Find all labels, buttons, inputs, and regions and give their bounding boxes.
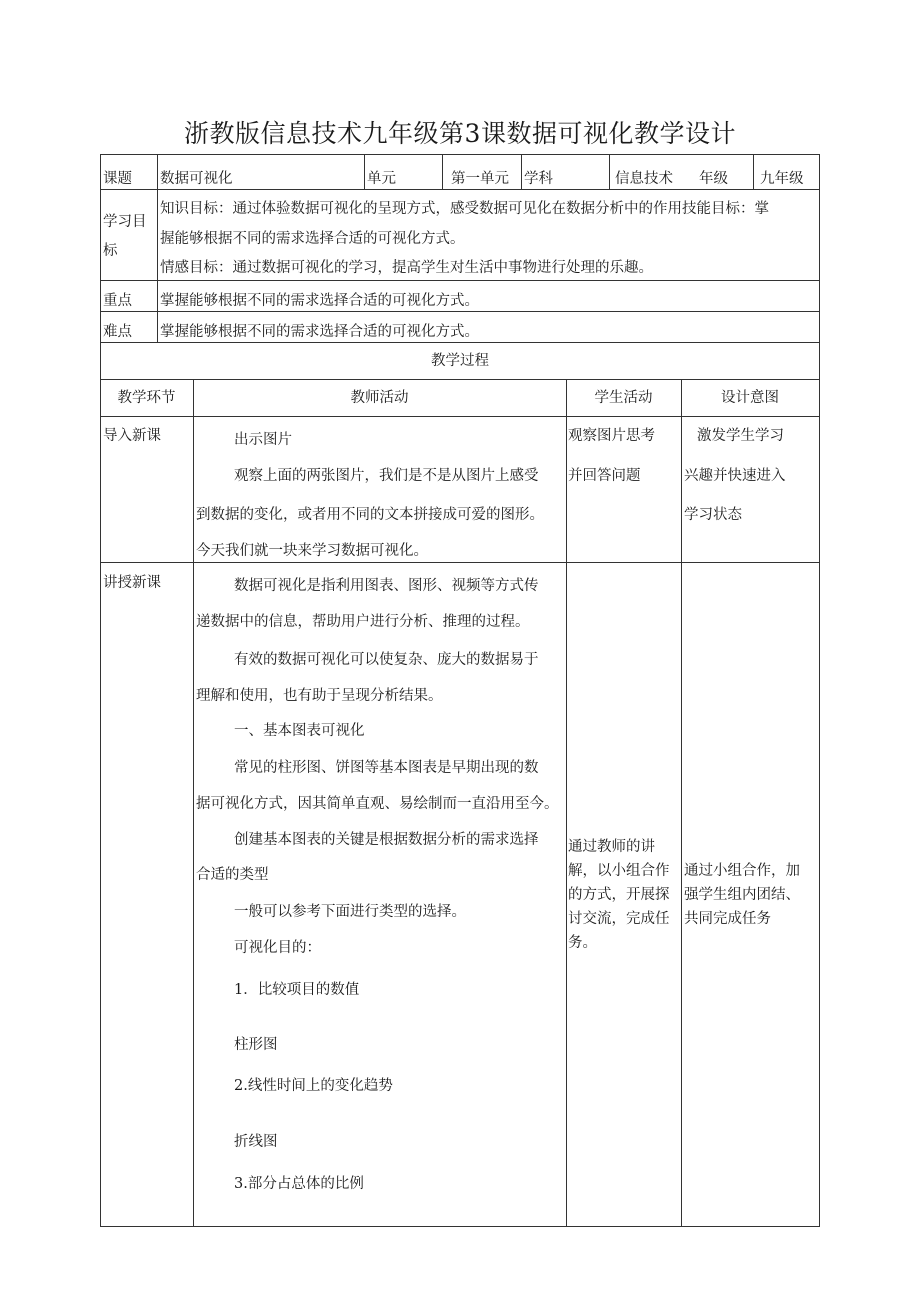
teacher-paragraph: 一、基本图表可视化 <box>234 723 365 739</box>
teacher-paragraph: 可视化目的： <box>234 940 321 956</box>
grid-line <box>100 342 820 343</box>
row-stage: 导入新课 <box>103 428 161 444</box>
grid-line <box>609 154 610 189</box>
grid-line <box>100 1226 820 1227</box>
topic-label: 课题 <box>103 171 132 187</box>
column-header-intent: 设计意图 <box>721 390 779 406</box>
teacher-paragraph: 到数据的变化，或者用不同的文本拼接成可爱的图形。 <box>196 507 544 523</box>
student-activity-line: 的方式，开展探 <box>568 887 670 903</box>
grade-value: 九年级 <box>760 171 804 187</box>
objectives-line: 握能够根据不同的需求选择合适的可视化方式。 <box>160 231 465 247</box>
teacher-paragraph: 有效的数据可视化可以使复杂、庞大的数据易于 <box>234 652 539 668</box>
objectives-label-line2: 标 <box>103 243 118 259</box>
grid-line <box>100 154 820 155</box>
teacher-paragraph: 出示图片 <box>234 432 292 448</box>
design-intent-line: 兴趣并快速进入 <box>684 468 786 484</box>
grid-line <box>566 379 567 1227</box>
grid-line <box>681 379 682 1227</box>
student-activity-line: 通过教师的讲 <box>568 839 655 855</box>
teacher-paragraph: 1．比较项目的数值 <box>234 982 360 998</box>
grid-line <box>157 154 158 189</box>
teacher-paragraph: 递数据中的信息，帮助用户进行分析、推理的过程。 <box>196 614 530 630</box>
teacher-paragraph: 合适的类型 <box>196 867 269 883</box>
grid-line <box>100 189 820 190</box>
teacher-paragraph: 创建基本图表的关键是根据数据分析的需求选择 <box>234 832 539 848</box>
teacher-paragraph: 3.部分占总体的比例 <box>234 1176 364 1192</box>
grid-line <box>100 379 820 380</box>
teacher-paragraph: 折线图 <box>234 1134 278 1150</box>
design-intent-line: 通过小组合作，加 <box>684 863 800 879</box>
difficulty-label: 难点 <box>103 324 132 340</box>
grid-line <box>157 189 158 342</box>
teacher-paragraph: 数据可视化是指利用图表、图形、视频等方式传 <box>234 578 539 594</box>
grid-line <box>521 154 522 189</box>
row-stage: 讲授新课 <box>103 575 161 591</box>
difficulty-value: 掌握能够根据不同的需求选择合适的可视化方式。 <box>160 324 479 340</box>
grid-line <box>193 379 194 1227</box>
unit-label: 单元 <box>367 171 396 187</box>
student-activity-line: 讨交流，完成任 <box>568 911 670 927</box>
objectives-label-line1: 学习目 <box>103 214 147 230</box>
grid-line <box>100 416 820 417</box>
subject-label: 学科 <box>524 171 553 187</box>
subject-value: 信息技术 <box>615 171 673 187</box>
teacher-paragraph: 2.线性时间上的变化趋势 <box>234 1078 393 1094</box>
document-title: 浙教版信息技术九年级第3课数据可视化教学设计 <box>184 119 736 148</box>
key-point-value: 掌握能够根据不同的需求选择合适的可视化方式。 <box>160 293 479 309</box>
column-header-stage: 教学环节 <box>117 390 176 406</box>
student-activity-line: 务。 <box>568 935 597 951</box>
grid-line <box>364 154 365 189</box>
grid-line <box>442 154 443 189</box>
design-intent-line: 共同完成任务 <box>684 911 771 927</box>
process-heading: 教学过程 <box>431 353 489 369</box>
key-point-label: 重点 <box>103 293 132 309</box>
teacher-paragraph: 今天我们就一块来学习数据可视化。 <box>196 543 428 559</box>
grid-line <box>753 154 754 189</box>
unit-value: 第一单元 <box>451 171 509 187</box>
student-activity-line: 观察图片思考 <box>568 428 655 444</box>
objectives-line: 情感目标：通过数据可视化的学习，提高学生对生活中事物进行处理的乐趣。 <box>160 260 653 276</box>
teacher-paragraph: 观察上面的两张图片，我们是不是从图片上感受 <box>234 468 539 484</box>
grid-line <box>100 154 101 1227</box>
grade-label: 年级 <box>699 171 728 187</box>
teacher-paragraph: 一般可以参考下面进行类型的选择。 <box>234 904 466 920</box>
student-activity-line: 并回答问题 <box>568 468 641 484</box>
grid-line <box>819 154 820 1227</box>
grid-line <box>100 311 820 312</box>
design-intent-line: 强学生组内团结、 <box>684 887 800 903</box>
design-intent-line: 激发学生学习 <box>697 428 784 444</box>
teacher-paragraph: 据可视化方式，因其简单直观、易绘制而一直沿用至今。 <box>196 796 559 812</box>
grid-line <box>100 280 820 281</box>
column-header-teacher: 教师活动 <box>350 390 409 406</box>
objectives-line: 知识目标：通过体验数据可视化的呈现方式，感受数据可见化在数据分析中的作用技能目标：掌 <box>160 201 769 217</box>
grid-line <box>100 562 820 563</box>
teacher-paragraph: 常见的柱形图、饼图等基本图表是早期出现的数 <box>234 760 539 776</box>
teacher-paragraph: 柱形图 <box>234 1037 278 1053</box>
column-header-student: 学生活动 <box>594 390 653 406</box>
design-intent-line: 学习状态 <box>684 507 742 523</box>
topic-value: 数据可视化 <box>160 171 233 187</box>
teacher-paragraph: 理解和使用，也有助于呈现分析结果。 <box>196 688 443 704</box>
student-activity-line: 解，以小组合作 <box>568 863 670 879</box>
